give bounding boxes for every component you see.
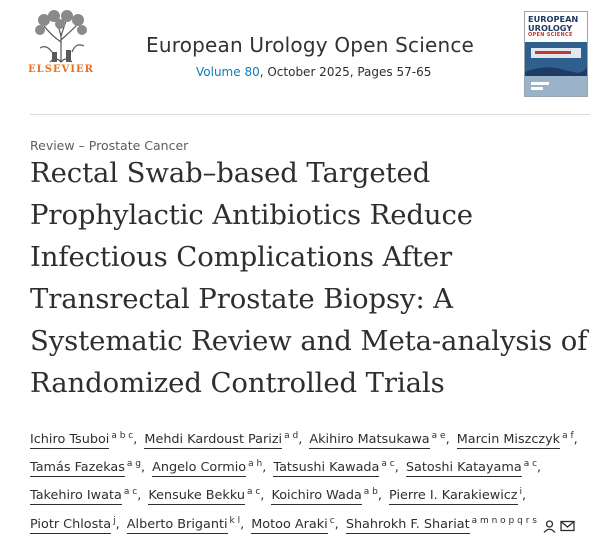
author-name[interactable]: Angelo Cormio xyxy=(152,460,247,476)
author-affiliations[interactable]: a m n o p q r s xyxy=(471,515,537,526)
publisher-name[interactable]: ELSEVIER xyxy=(28,64,94,75)
author-name[interactable]: Motoo Araki xyxy=(251,516,328,532)
issue-line xyxy=(196,65,431,79)
author-name[interactable]: Tamás Fazekas xyxy=(30,460,125,476)
issue-details: , October 2025, Pages 57-65 xyxy=(259,65,432,79)
author[interactable] xyxy=(144,432,298,447)
envelope-icon[interactable] xyxy=(560,520,575,532)
author-affiliations[interactable]: a c xyxy=(523,459,538,470)
author[interactable] xyxy=(271,488,377,503)
author-name[interactable]: Kensuke Bekku xyxy=(148,488,245,504)
author[interactable] xyxy=(273,460,394,475)
author[interactable] xyxy=(406,460,537,475)
author-affiliations[interactable]: a d xyxy=(284,431,299,441)
volume-link[interactable]: Volume 80 xyxy=(196,65,260,79)
article-title: Rectal Swab–based Targeted Prophylactic Antibiotics Reduce Infectious Complications After Transrectal Prostate Biopsy: A Systematic Review and Meta-analysis of Randomized Controlled Trials xyxy=(30,157,588,399)
author-name[interactable]: Koichiro Wada xyxy=(271,488,362,504)
author-affiliations[interactable]: a h xyxy=(248,459,263,470)
author-affiliations[interactable]: a e xyxy=(431,431,446,441)
author-name[interactable]: Akihiro Matsukawa xyxy=(309,432,430,447)
author[interactable] xyxy=(30,460,141,475)
author-affiliations[interactable]: j xyxy=(113,515,116,526)
author-list: Ichiro Tsuboi $^{a b c}$, Mehdi Kardoust Parizi $^{a d}$, Akihiro Matsukawa $^{a e}$, Marcin Miszczyk $^{a f}$, Tamás Fazekas $^{a g}$, Angelo Cormio $^{a h}$, Tatsushi Kawada $^{a c}$, Satoshi Katayama $^{a c}$, Takehiro Iwata $^{a c}$, Kensuke Bekku $^{a c}$, Koichiro Wada $^{a b}$, Pierre I. Karakiewicz $^i$, Piotr Chlosta $^j$, Alberto Briganti $^{k l}$, Motoo Araki $^c$, Shahrokh F. Shariat $^{a m n o p q r s}$ xyxy=(30,424,595,539)
author[interactable] xyxy=(152,460,262,475)
author-name[interactable]: Ichiro Tsuboi xyxy=(30,432,110,447)
article-header xyxy=(0,0,601,112)
author-affiliations[interactable]: a b xyxy=(363,487,378,498)
author-name[interactable]: Marcin Miszczyk xyxy=(456,432,561,447)
corresponding-author[interactable] xyxy=(346,517,575,532)
author-affiliations[interactable]: a c xyxy=(123,487,138,498)
author-affiliations[interactable]: a g xyxy=(126,459,141,470)
author-name[interactable]: Pierre I. Karakiewicz xyxy=(389,488,518,504)
author-name[interactable]: Tatsushi Kawada xyxy=(273,460,380,476)
journal-title[interactable]: European Urology Open Science xyxy=(146,33,475,57)
author[interactable] xyxy=(389,488,522,503)
author[interactable] xyxy=(127,517,240,532)
author-name[interactable]: Piotr Chlosta xyxy=(30,516,112,532)
author-name[interactable]: Satoshi Katayama xyxy=(405,460,522,476)
cover-title-line1: EUROPEAN xyxy=(528,14,579,24)
cover-title-line2: UROLOGY xyxy=(528,23,573,33)
author-contact-icons xyxy=(543,515,575,539)
author[interactable] xyxy=(148,488,260,503)
author-name[interactable]: Alberto Briganti xyxy=(126,516,228,532)
author-affiliations[interactable]: a c xyxy=(246,487,261,498)
author-affiliations[interactable]: c xyxy=(329,515,335,526)
author[interactable] xyxy=(30,517,116,532)
author[interactable] xyxy=(251,517,334,532)
author[interactable] xyxy=(309,432,445,447)
cover-title-line3: OPEN SCIENCE xyxy=(528,32,573,38)
author-affiliations[interactable]: i xyxy=(519,487,523,498)
header-divider xyxy=(30,114,590,115)
author[interactable] xyxy=(457,432,574,447)
author[interactable] xyxy=(30,432,133,447)
author-name[interactable]: Shahrokh F. Shariat xyxy=(345,516,470,532)
person-icon[interactable] xyxy=(543,520,556,533)
author-name[interactable]: Mehdi Kardoust Parizi xyxy=(144,432,283,447)
author-affiliations[interactable]: a b c xyxy=(111,431,134,441)
cover-artwork xyxy=(525,42,587,96)
journal-cover-thumbnail[interactable] xyxy=(524,11,588,97)
author-affiliations[interactable]: k l xyxy=(229,515,241,526)
article-type: Review – Prostate Cancer xyxy=(30,138,189,153)
author-affiliations[interactable]: a f xyxy=(562,431,574,441)
author[interactable] xyxy=(30,488,137,503)
author-affiliations[interactable]: a c xyxy=(381,459,395,470)
author-name[interactable]: Takehiro Iwata xyxy=(30,488,122,504)
